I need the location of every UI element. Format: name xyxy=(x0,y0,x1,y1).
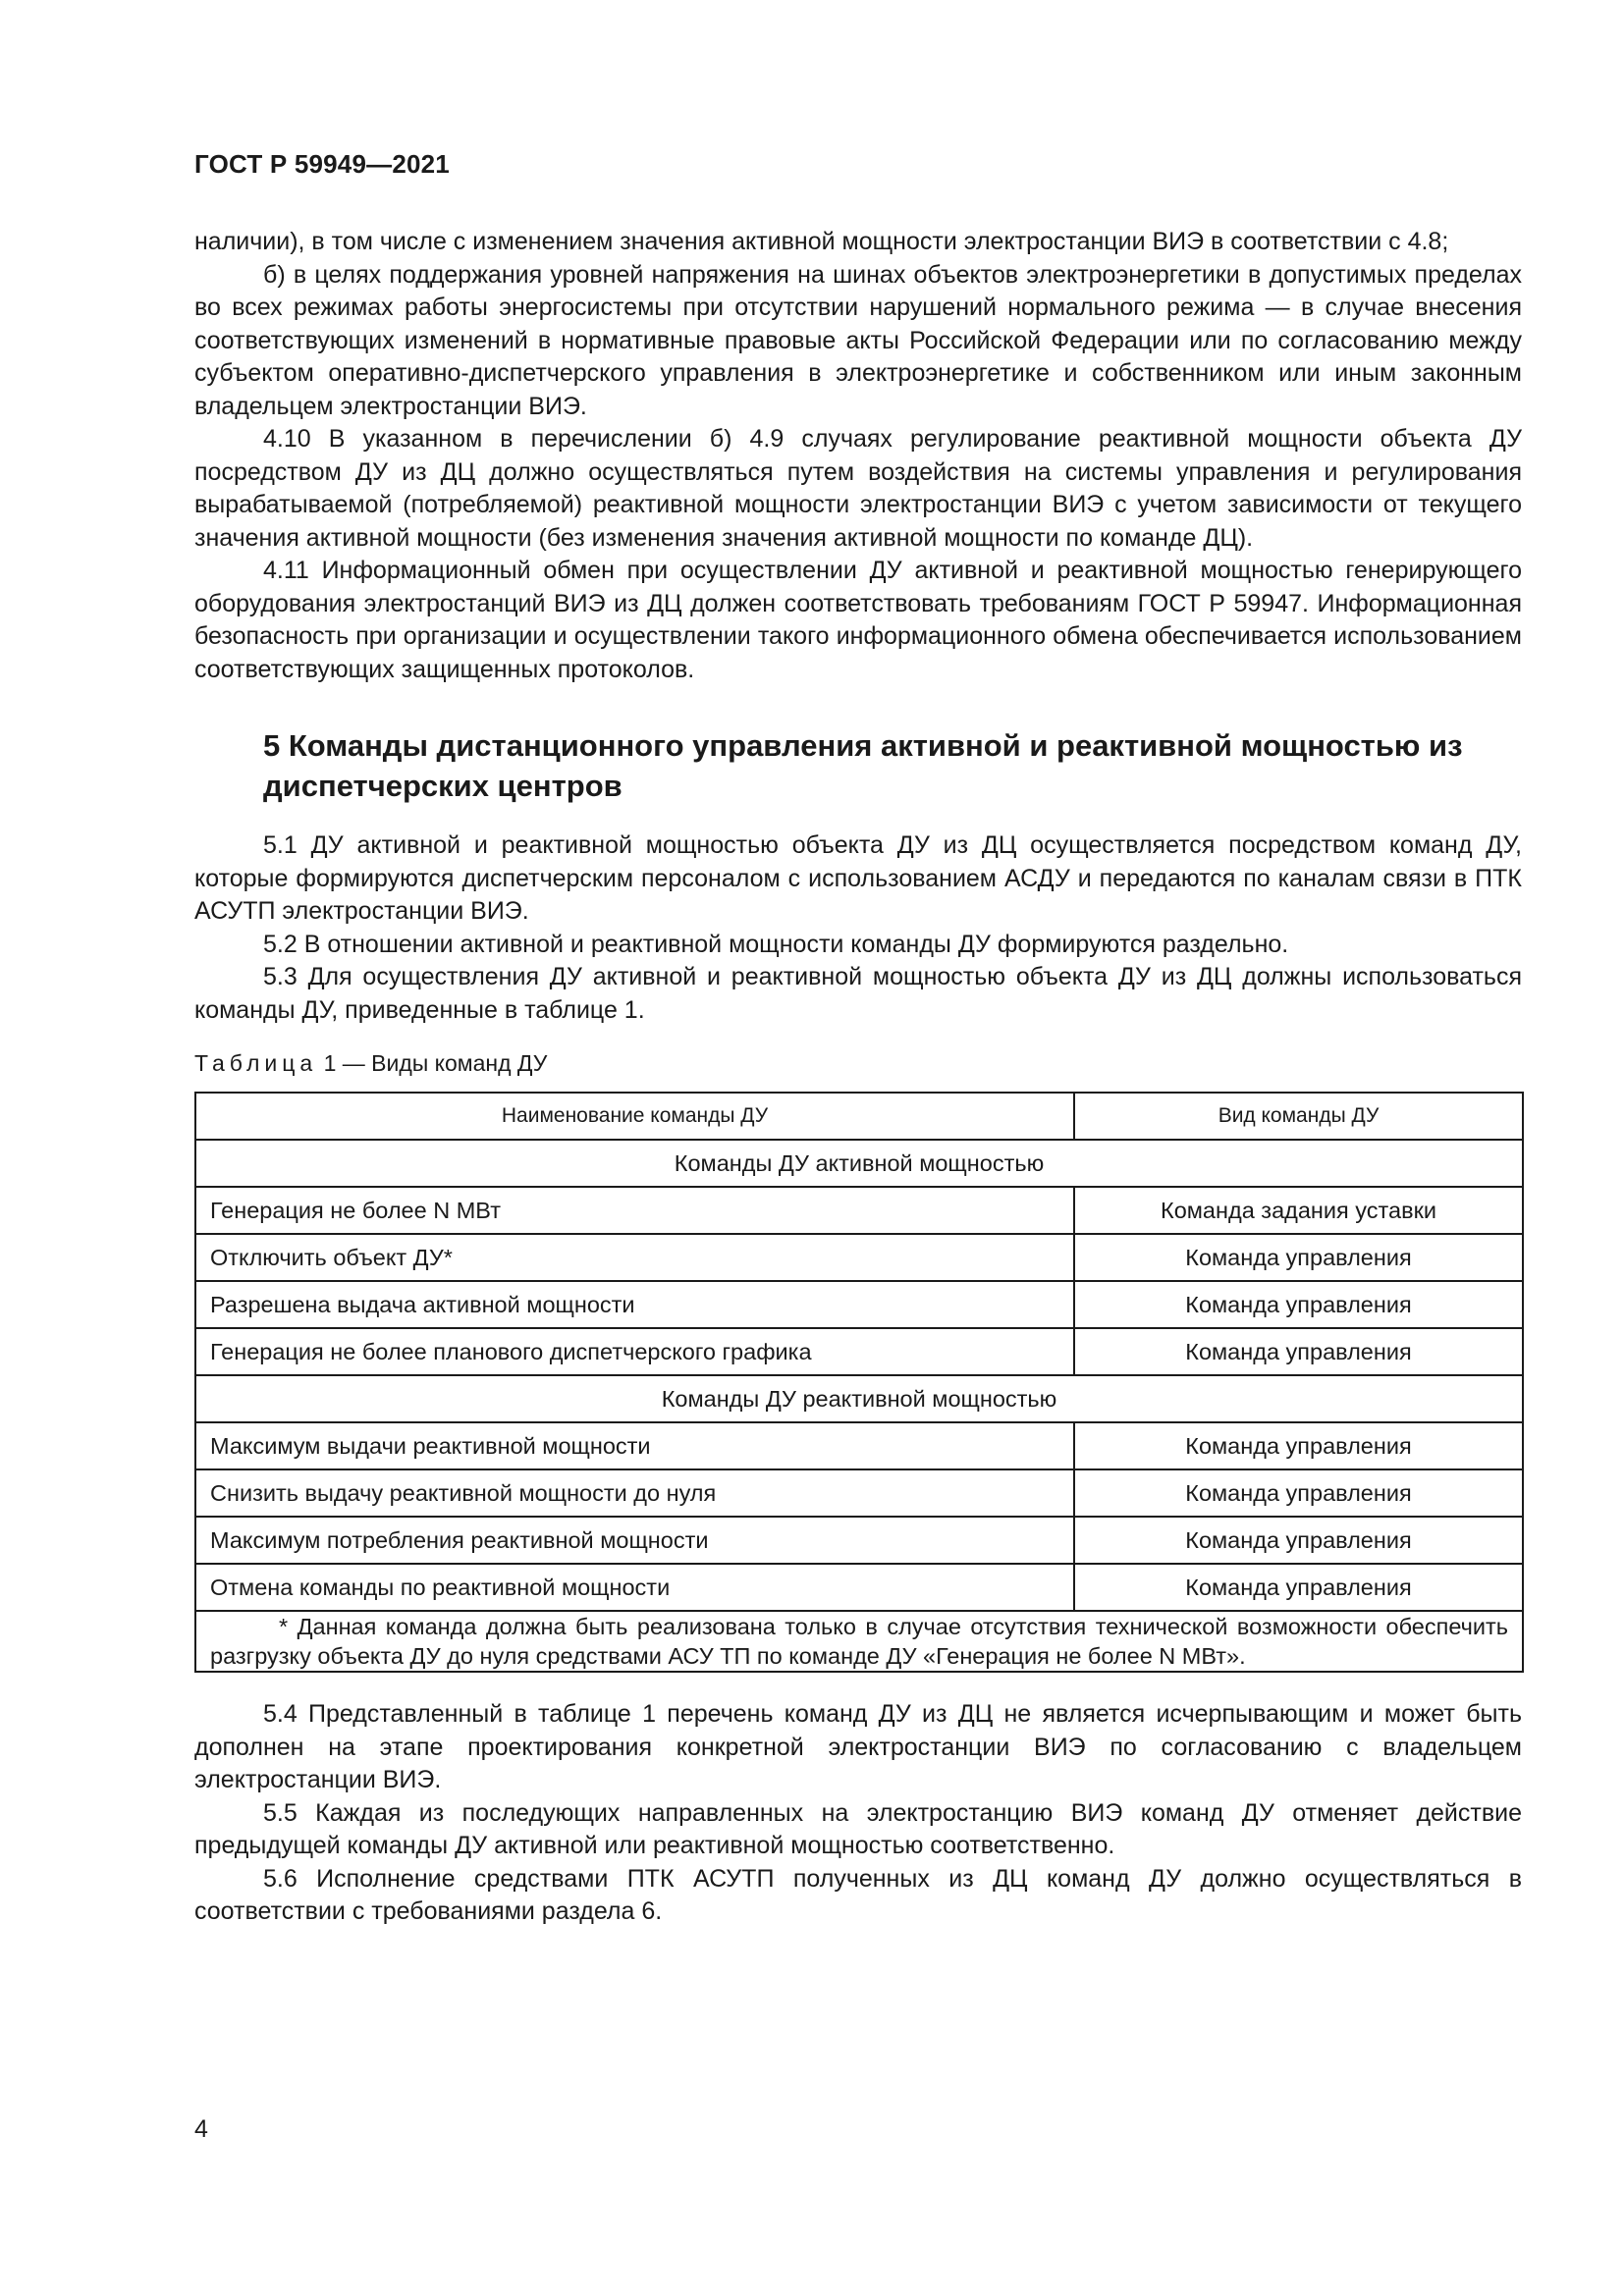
table-row xyxy=(195,1564,1523,1611)
table-row xyxy=(195,1422,1523,1469)
command-name-cell: Максимум потребления реактивной мощности xyxy=(195,1517,1074,1564)
post-table-section xyxy=(194,1698,1522,1929)
command-name-cell: Снизить выдачу реактивной мощности до нуля xyxy=(195,1469,1074,1517)
command-name-cell: Отключить объект ДУ* xyxy=(195,1234,1074,1281)
command-kind-cell: Команда управления xyxy=(1074,1469,1523,1517)
document-page xyxy=(194,147,1522,1929)
table-row xyxy=(195,1469,1523,1517)
table-header-row xyxy=(195,1093,1523,1140)
command-name-cell: Генерация не более планового диспетчерского графика xyxy=(195,1328,1074,1375)
paragraph-item-b: б) в целях поддержания уровней напряжения на шинах объектов электроэнергетики в допустимых пределах во всех режимах работы энергосистемы при отсутствии нарушений нормального режима — в случае внесения соответствующих изменений в нормативные правовые акты Российской Федерации или по согласованию между субъектом оперативно-диспетчерского управления в электроэнергетике и собственником или иным законным владельцем электростанции ВИЭ. xyxy=(194,260,1522,420)
command-name-cell: Отмена команды по реактивной мощности xyxy=(195,1564,1074,1611)
page-number: 4 xyxy=(194,2115,208,2143)
table-row xyxy=(195,1328,1523,1375)
command-kind-cell: Команда управления xyxy=(1074,1281,1523,1328)
paragraph-5-3: 5.3 Для осуществления ДУ активной и реактивной мощностью объекта ДУ из ДЦ должны использоваться команды ДУ, приведенные в таблице 1. xyxy=(194,963,1522,1024)
paragraph-5-6: 5.6 Исполнение средствами ПТК АСУТП полученных из ДЦ команд ДУ должно осуществляться в соответствии с требованиями раздела 6. xyxy=(194,1864,1522,1925)
table-row xyxy=(195,1234,1523,1281)
table-caption-title: 1 — Виды команд ДУ xyxy=(323,1050,548,1076)
column-header-command-name: Наименование команды ДУ xyxy=(195,1093,1074,1140)
table-group-row-active xyxy=(195,1140,1523,1187)
command-name-cell: Генерация не более N МВт xyxy=(195,1187,1074,1234)
command-kind-cell: Команда управления xyxy=(1074,1564,1523,1611)
table-row xyxy=(195,1281,1523,1328)
table-row xyxy=(195,1517,1523,1564)
paragraph-4-10: 4.10 В указанном в перечислении б) 4.9 случаях регулирование реактивной мощности объекта ДУ посредством ДУ из ДЦ должно осуществляться путем воздействия на системы управления и регулирования вырабатываемой (потребляемой) реактивной мощности электростанции ВИЭ с учетом зависимости от текущего значения активной мощности (без изменения значения активной мощности по команде ДЦ). xyxy=(194,425,1522,552)
command-kind-cell: Команда управления xyxy=(1074,1422,1523,1469)
commands-table xyxy=(194,1092,1524,1673)
command-name-cell: Максимум выдачи реактивной мощности xyxy=(195,1422,1074,1469)
group-label-reactive-power: Команды ДУ реактивной мощностью xyxy=(195,1375,1523,1422)
group-label-active-power: Команды ДУ активной мощностью xyxy=(195,1140,1523,1187)
paragraph-continuation: наличии), в том числе с изменением значения активной мощности электростанции ВИЭ в соответствии с 4.8; xyxy=(194,228,1449,255)
paragraph-5-1: 5.1 ДУ активной и реактивной мощностью объекта ДУ из ДЦ осуществляется посредством команд ДУ, которые формируются диспетчерским персоналом с использованием АСДУ и передаются по каналам связи в ПТК АСУТП электростанции ВИЭ. xyxy=(194,831,1522,925)
section-5-heading: 5 Команды дистанционного управления активной и реактивной мощностью из диспетчерских центров xyxy=(263,728,1463,803)
paragraph-5-5: 5.5 Каждая из последующих направленных на электростанцию ВИЭ команд ДУ отменяет действие предыдущей команды ДУ активной или реактивной мощностью соответственно. xyxy=(194,1798,1522,1859)
command-kind-cell: Команда задания уставки xyxy=(1074,1187,1523,1234)
command-name-cell: Разрешена выдача активной мощности xyxy=(195,1281,1074,1328)
table-caption-label: Таблица xyxy=(194,1050,318,1076)
command-kind-cell: Команда управления xyxy=(1074,1234,1523,1281)
table-footnote: * Данная команда должна быть реализована только в случае отсутствия технической возможности обеспечить разгрузку объекта ДУ до нуля средствами АСУ ТП по команде ДУ «Генерация не более N МВт». xyxy=(195,1611,1523,1672)
table-footnote-row xyxy=(195,1611,1523,1672)
table-group-row-reactive xyxy=(195,1375,1523,1422)
table-1-caption xyxy=(194,1048,1522,1078)
document-standard-id: ГОСТ Р 59949—2021 xyxy=(194,149,450,179)
paragraph-4-11: 4.11 Информационный обмен при осуществлении ДУ активной и реактивной мощностью генерирующего оборудования электростанций ВИЭ из ДЦ должен соответствовать требованиям ГОСТ Р 59947. Информационная безопасность при организации и осуществлении такого информационного обмена обеспечивается использованием соответствующих защищенных протоколов. xyxy=(194,557,1522,683)
command-kind-cell: Команда управления xyxy=(1074,1517,1523,1564)
column-header-command-kind: Вид команды ДУ xyxy=(1074,1093,1523,1140)
command-kind-cell: Команда управления xyxy=(1074,1328,1523,1375)
paragraph-5-2: 5.2 В отношении активной и реактивной мощности команды ДУ формируются раздельно. xyxy=(263,930,1289,958)
paragraph-5-4: 5.4 Представленный в таблице 1 перечень команд ДУ из ДЦ не является исчерпывающим и может быть дополнен на этапе проектирования конкретной электростанции ВИЭ по согласованию с владельцем электростанции ВИЭ. xyxy=(194,1700,1522,1793)
table-row xyxy=(195,1187,1523,1234)
